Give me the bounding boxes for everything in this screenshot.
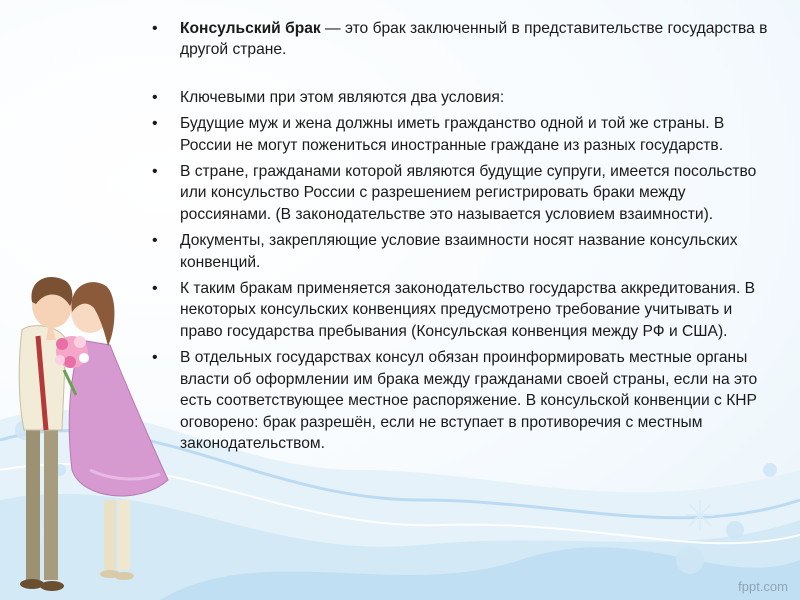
bullet-text: — это брак заключенный в представительстве государства в другой стране. [180, 20, 768, 59]
bullet-text: К таким бракам применяется законодательство государства аккредитования. В некоторых консульских конвенциях предусмотрено требование учитывать и право государства пребывания (Консульская конвенция между РФ и США). [180, 280, 756, 340]
bullet-text: Документы, закрепляющие условие взаимности носят название консульских конвенций. [180, 232, 738, 271]
bullet-text: Ключевыми при этом являются два условия: [180, 88, 505, 106]
bullet-text: Будущие муж и жена должны иметь гражданство одной и той же страны. В России не могут пожениться иностранные граждане из разных государств. [180, 115, 725, 154]
bullet-item [152, 347, 774, 454]
bullet-text: В стране, гражданами которой являются будущие супруги, имеется посольство или консульство России с разрешением регистрировать браки между россиянами. (В законодательстве это называется условием взаимности). [180, 163, 757, 223]
bullet-item [152, 87, 774, 108]
bullet-text: В отдельных государствах консул обязан проинформировать местные органы власти об оформлении им брака между гражданами своей страны, если на это есть соответствующее местное распоряжение. В консульской конвенции с КНР оговорено: брак разрешён, если не вступает в противоречия с местным законодательством. [180, 349, 758, 452]
bullet-item [152, 161, 774, 225]
bullet-list [152, 18, 774, 459]
bullet-item [152, 230, 774, 273]
bullet-item [152, 18, 774, 61]
term-bold: Консульский брак [180, 20, 321, 37]
brand-watermark: fppt.com [738, 579, 788, 594]
bullet-item [152, 278, 774, 342]
bullet-item [152, 113, 774, 156]
